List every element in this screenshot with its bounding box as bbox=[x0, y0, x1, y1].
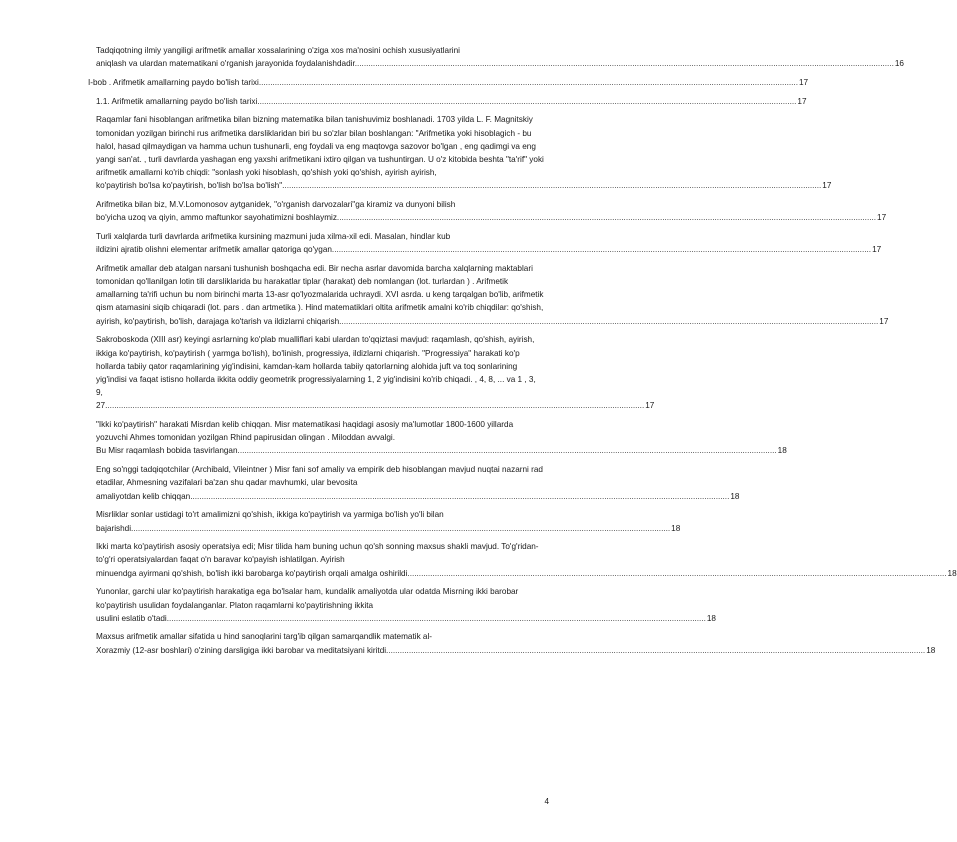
toc-entry-last-line: ayirish, ko'paytirish, bo'lish, darajaga ko'tarish va ildizlarni chiqarish. bbox=[96, 316, 342, 326]
toc-page-ref: 17 bbox=[822, 181, 832, 191]
toc-page-ref: 17 bbox=[872, 245, 882, 255]
toc-page-ref: 17 bbox=[877, 213, 887, 223]
toc-entry-last-line: ildizini ajratib olishni elementar arifmetik amallar qatoriga qo'ygan. bbox=[96, 245, 335, 255]
table-of-contents bbox=[82, 44, 957, 662]
toc-page-ref: 18 bbox=[947, 568, 957, 578]
toc-leader-dots bbox=[261, 76, 798, 89]
toc-page-ref: 18 bbox=[706, 613, 716, 623]
toc-entry-last-line: Bu Misr raqamlash bobida tasvirlangan. bbox=[96, 446, 240, 456]
page-number: 4 bbox=[544, 797, 549, 806]
toc-page-ref: 17 bbox=[645, 401, 655, 411]
toc-entry-last-line: minuendga ayirmani qo'shish, bo'lish ikki barobarga ko'paytirish orqali amalga oshirildi. bbox=[96, 568, 410, 578]
toc-entry-last-line: bo'yicha uzoq va qiyin, ammo maftunkor sayohatimizni boshlaymiz. bbox=[96, 213, 340, 223]
toc-page-ref: 18 bbox=[671, 523, 681, 533]
toc-entry[interactable] bbox=[82, 76, 809, 89]
toc-entry-text: Arifmetik amallar deb atalgan narsani tushunish boshqacha edi. Bir necha asrlar davomida barcha xalqlarning maktablari tomonidan qo'llanilgan lotin tili darsliklarida bu harakatlar tiplar (harakat) deb nomlangan (lot. turlardan ) . Arifmetik amallarning ta'rifi uchun bu nom birinchi marta 13-asr qo'lyozmalarida uchraydi. XVI asrda. u keng tarqalgan bo'lib, arifmetik qism atamasini siqib chiqaradi (lot. pars . dan artmetika ). Hind matematiklari oltita arifmetik amalni ko'rib chiqdilar: qo'shish, bbox=[96, 263, 544, 313]
toc-leader-dots bbox=[334, 243, 871, 256]
toc-entry[interactable] bbox=[82, 463, 740, 503]
toc-leader-dots bbox=[339, 211, 876, 224]
toc-leader-dots bbox=[341, 315, 878, 328]
toc-page-ref: 17 bbox=[798, 77, 809, 87]
toc-entry[interactable] bbox=[82, 262, 889, 328]
toc-entry-text: Eng so'nggi tadqiqotchilar (Archibald, Vileintner ) Misr fani sof amaliy va empirik deb hisoblangan mavjud nuqtai nazarni rad etadilar, Ahmesning vazifalari ba'zan shu qadar mavhumki, ular bevosita bbox=[96, 465, 543, 488]
toc-entry-last-line: bajarishdi. bbox=[96, 523, 134, 533]
toc-leader-dots bbox=[193, 490, 730, 503]
toc-entry[interactable] bbox=[82, 585, 716, 625]
toc-leader-dots bbox=[410, 567, 947, 580]
toc-entry-last-line: usulini eslatib o'tadi. bbox=[96, 613, 170, 623]
toc-leader-dots bbox=[357, 57, 894, 70]
toc-leader-dots bbox=[260, 95, 797, 108]
toc-page-ref: 18 bbox=[926, 645, 936, 655]
toc-entry-last-line: 27. bbox=[96, 401, 108, 411]
toc-leader-dots bbox=[169, 612, 706, 625]
toc-entry[interactable] bbox=[82, 508, 681, 534]
toc-entry-text: Yunonlar, garchi ular ko'paytirish harakatiga ega bo'lsalar ham, kundalik amaliyotda ular odatda Misrning ikki barobar ko'paytirish usulidan foydalanganlar. Platon raqamlarni ko'paytirishning ikkita bbox=[96, 587, 519, 610]
toc-entry-last-line: ko'paytirish bo'lsa ko'paytirish, bo'lish bo'lsa bo'lish". bbox=[96, 181, 285, 191]
toc-page-ref: 16 bbox=[894, 59, 904, 69]
toc-entry-text: Raqamlar fani hisoblangan arifmetika bilan bizning matematika bilan tanishuvimiz boshlanadi. 1703 yilda L. F. Magnitskiy tomonidan yozilgan birinchi rus arifmetika darsliklaridan biri bu so'zlar bilan boshlangan: "Arifmetika yoki hisoblagich - bu halol, hasad qilmaydigan va hamma uchun tushunarli, eng foydali va eng maqtovga sazovor bo'lgan , eng qadimgi va eng yangi san'at. , turli davrlarda yashagan eng yaxshi arifmetikani ixtiro qilgan va tushuntirgan. U o'z kitobida beshta "ta'rif" yoki arifmetik amallarni ko'rib chiqdi: "sonlash yoki hisoblash, qo'shish yoki qo'shish, ayirish ayirish, bbox=[96, 115, 544, 178]
toc-entry-last-line: I-bob . Arifmetik amallarning paydo bo'lish tarixi. bbox=[88, 77, 262, 87]
toc-entry[interactable] bbox=[82, 230, 882, 256]
toc-entry[interactable] bbox=[82, 198, 887, 224]
toc-page-ref: 17 bbox=[797, 96, 807, 106]
toc-entry-text: Sakroboskoda (XIII asr) keyingi asrlarning ko'plab mualliflari kabi ulardan to'qqiztasi mavjud: raqamlash, qo'shish, ayirish, ikkiga ko'paytirish, ko'paytirish ( yarmga bo'lish), bo'linish, progressiya, ildizlarni chiqarish. "Progressiya" harakati ko'p hollarda tabiiy qator raqamlarining yig'indisini, kamdan-kam hollarda tabiiy qatorlarning alohida juft va toq sonlarining yig'indisi va faqat istisno hollarda ikkita oddiy geometrik progressiyalarning 1, 2 yig'indisini ko'rib chiqadi. , 4, 8, ... va 1 , 3, 9, bbox=[96, 335, 536, 398]
toc-entry-last-line: 1.1. Arifmetik amallarning paydo bo'lish tarixi. bbox=[96, 96, 260, 106]
toc-page-ref: 18 bbox=[730, 491, 740, 501]
toc-leader-dots bbox=[388, 644, 925, 657]
toc-entry-text: Misrliklar sonlar ustidagi to'rt amalimizni qo'shish, ikkiga ko'paytirish va yarmiga bo'lish yo'li bilan bbox=[96, 510, 444, 520]
toc-entry[interactable] bbox=[82, 418, 787, 458]
toc-entry-text: Turli xalqlarda turli davrlarda arifmetika kursining mazmuni juda xilma-xil edi. Masalan, hindlar kub bbox=[96, 231, 451, 241]
toc-entry-last-line: aniqlash va ulardan matematikani o'rganish jarayonida foydalanishdadir. bbox=[96, 59, 357, 69]
toc-entry[interactable] bbox=[82, 333, 655, 412]
toc-entry-text: Ikki marta ko'paytirish asosiy operatsiya edi; Misr tilida ham buning uchun qo'sh sonning maxsus shakli mavjud. To'g'ridan-to'g'ri operatsiyalardan faqat o'n baravar ko'payish ishlatilgan. Ayirish bbox=[96, 542, 539, 565]
toc-entry[interactable] bbox=[82, 113, 832, 192]
toc-entry-last-line: Xorazmiy (12-asr boshlari) o'zining darsligiga ikki barobar va meditatsiyani kiritdi. bbox=[96, 645, 389, 655]
toc-entry-text: Maxsus arifmetik amallar sifatida u hind sanoqlarini targ'ib qilgan samarqandlik matematik al- bbox=[96, 632, 433, 642]
toc-leader-dots bbox=[133, 522, 670, 535]
toc-page-ref: 17 bbox=[879, 316, 889, 326]
toc-page-ref: 18 bbox=[777, 446, 787, 456]
toc-entry[interactable] bbox=[82, 44, 904, 70]
toc-entry[interactable] bbox=[82, 540, 957, 580]
toc-entry[interactable] bbox=[82, 95, 807, 108]
toc-entry-text: Arifmetika bilan biz, M.V.Lomonosov aytganidek, "o'rganish darvozalari"ga kiramiz va dunyoni bilish bbox=[96, 200, 456, 210]
toc-entry-text: "Ikki ko'paytirish" harakati Misrdan kelib chiqqan. Misr matematikasi haqidagi asosiy ma'lumotlar 1800-1600 yillarda yozuvchi Ahmes tomonidan yozilgan Rhind papirusidan olingan . Miloddan avvalgi. bbox=[96, 420, 514, 443]
toc-leader-dots bbox=[107, 399, 644, 412]
toc-entry[interactable] bbox=[82, 630, 936, 656]
toc-leader-dots bbox=[240, 444, 777, 457]
toc-leader-dots bbox=[284, 179, 821, 192]
toc-entry-last-line: amaliyotdan kelib chiqqan. bbox=[96, 491, 193, 501]
toc-entry-text: Tadqiqotning ilmiy yangiligi arifmetik amallar xossalarining o'ziga xos ma'nosini ochish xususiyatlarini bbox=[96, 46, 460, 55]
